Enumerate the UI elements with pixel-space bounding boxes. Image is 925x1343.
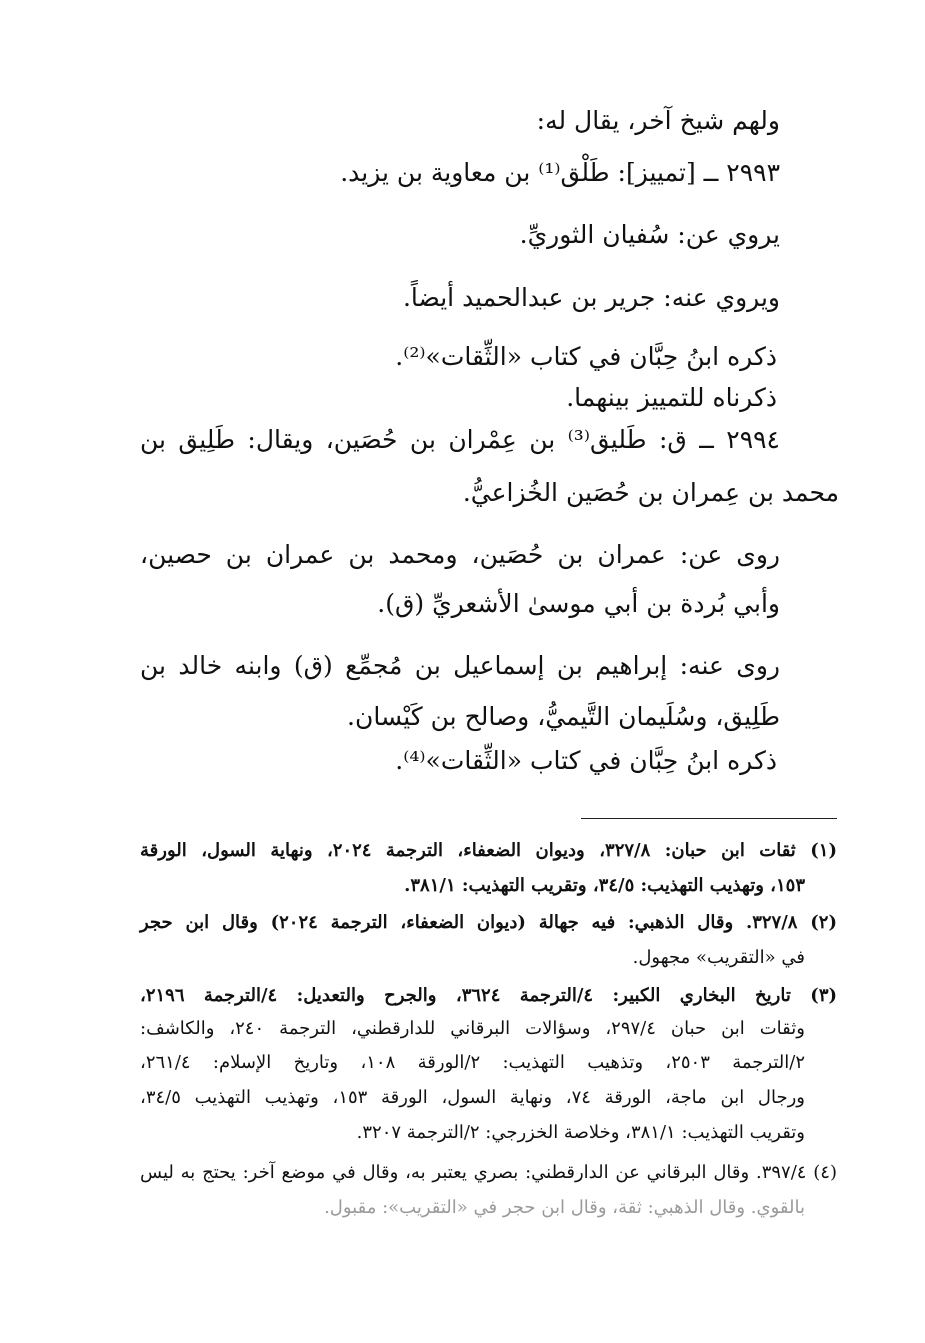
footnote-4-cont: بالقوي. وقال الذهبي: ثقة، وقال ابن حجر في «التقريب»: مقبول. bbox=[324, 1197, 805, 1218]
footnote-3: (٣) تاريخ البخاري الكبير: ٤/الترجمة ٣٦٢٤، والجرح والتعديل: ٤/الترجمة ٢١٩٦، bbox=[140, 985, 838, 1006]
entry-2993-narrated-by: ويروي عنه: جرير بن عبدالحميد أيضاً. bbox=[402, 283, 780, 312]
footnote-4: (٤) ٣٩٧/٤. وقال البرقاني عن الدارقطني: بصري يعتبر به، وقال في موضع آخر: يحتج به ليس bbox=[140, 1162, 837, 1183]
footnote-3-line-5: وتقريب التهذيب: ٣٨١/١، وخلاصة الخزرجي: ٢/الترجمة ٣٢٠٧. bbox=[356, 1122, 805, 1143]
intro-line: ولهم شيخ آخر، يقال له: bbox=[536, 106, 780, 135]
entry-2994-ibn-hibban: ذكره ابنُ حِبَّان في كتاب «الثِّقات»⁽⁴⁾. bbox=[395, 746, 777, 775]
entry-2993-ibn-hibban: ذكره ابنُ حِبَّان في كتاب «الثِّقات»⁽²⁾. bbox=[395, 342, 777, 371]
entry-2994-heading-cont: محمد بن عِمران بن حُصَين الخُزاعيُّ. bbox=[462, 478, 839, 507]
footnote-separator bbox=[581, 818, 837, 819]
entry-2993-note: ذكرناه للتمييز بينهما. bbox=[566, 383, 777, 412]
footnote-1-cont: ١٥٣، وتهذيب التهذيب: ٣٤/٥، وتقريب التهذيب: ٣٨١/١. bbox=[404, 875, 805, 896]
entry-2994-narrates-from: روى عن: عمران بن حُصَين، ومحمد بن عمران بن حصين، bbox=[140, 540, 780, 569]
entry-2993-heading: ٢٩٩٣ ــ [تمييز]: طَلْق⁽¹⁾ بن معاوية بن يزيد. bbox=[340, 158, 780, 187]
footnote-3-line-2: وثقات ابن حبان ٢٩٧/٤، وسؤالات البرقاني للدارقطني، الترجمة ٢٤٠، والكاشف: bbox=[140, 1018, 805, 1039]
entry-2994-narrated-by-cont: طَلِيق، وسُلَيمان التَّيميُّ، وصالح بن كَيْسان. bbox=[347, 702, 780, 731]
footnote-3-line-3: ٢/الترجمة ٢٥٠٣، وتذهيب التهذيب: ٢/الورقة ١٠٨، وتاريخ الإسلام: ٢٦١/٤، bbox=[140, 1052, 805, 1073]
footnote-2-cont: في «التقريب» مجهول. bbox=[632, 947, 805, 968]
entry-2994-heading: ٢٩٩٤ ــ ق: طَليق⁽³⁾ بن عِمْران بن حُصَين، ويقال: طَلِيق بن bbox=[140, 425, 780, 454]
footnote-3-line-4: ورجال ابن ماجة، الورقة ٧٤، ونهاية السول، الورقة ١٥٣، وتهذيب التهذيب ٣٤/٥، bbox=[140, 1087, 805, 1108]
entry-2994-narrates-from-cont: وأبي بُردة بن أبي موسىٰ الأشعريِّ (ق). bbox=[377, 589, 780, 618]
footnote-2: (٢) ٣٢٧/٨. وقال الذهبي: فيه جهالة (ديوان الضعفاء، الترجمة ٢٠٢٤) وقال ابن حجر bbox=[140, 912, 837, 933]
footnote-1: (١) ثقات ابن حبان: ٣٢٧/٨، وديوان الضعفاء، الترجمة ٢٠٢٤، ونهاية السول، الورقة bbox=[140, 840, 837, 861]
entry-2993-narrates-from: يروي عن: سُفيان الثوريِّ. bbox=[519, 220, 780, 249]
entry-2994-narrated-by: روى عنه: إبراهيم بن إسماعيل بن مُجمِّع (ق) وابنه خالد بن bbox=[140, 651, 780, 680]
